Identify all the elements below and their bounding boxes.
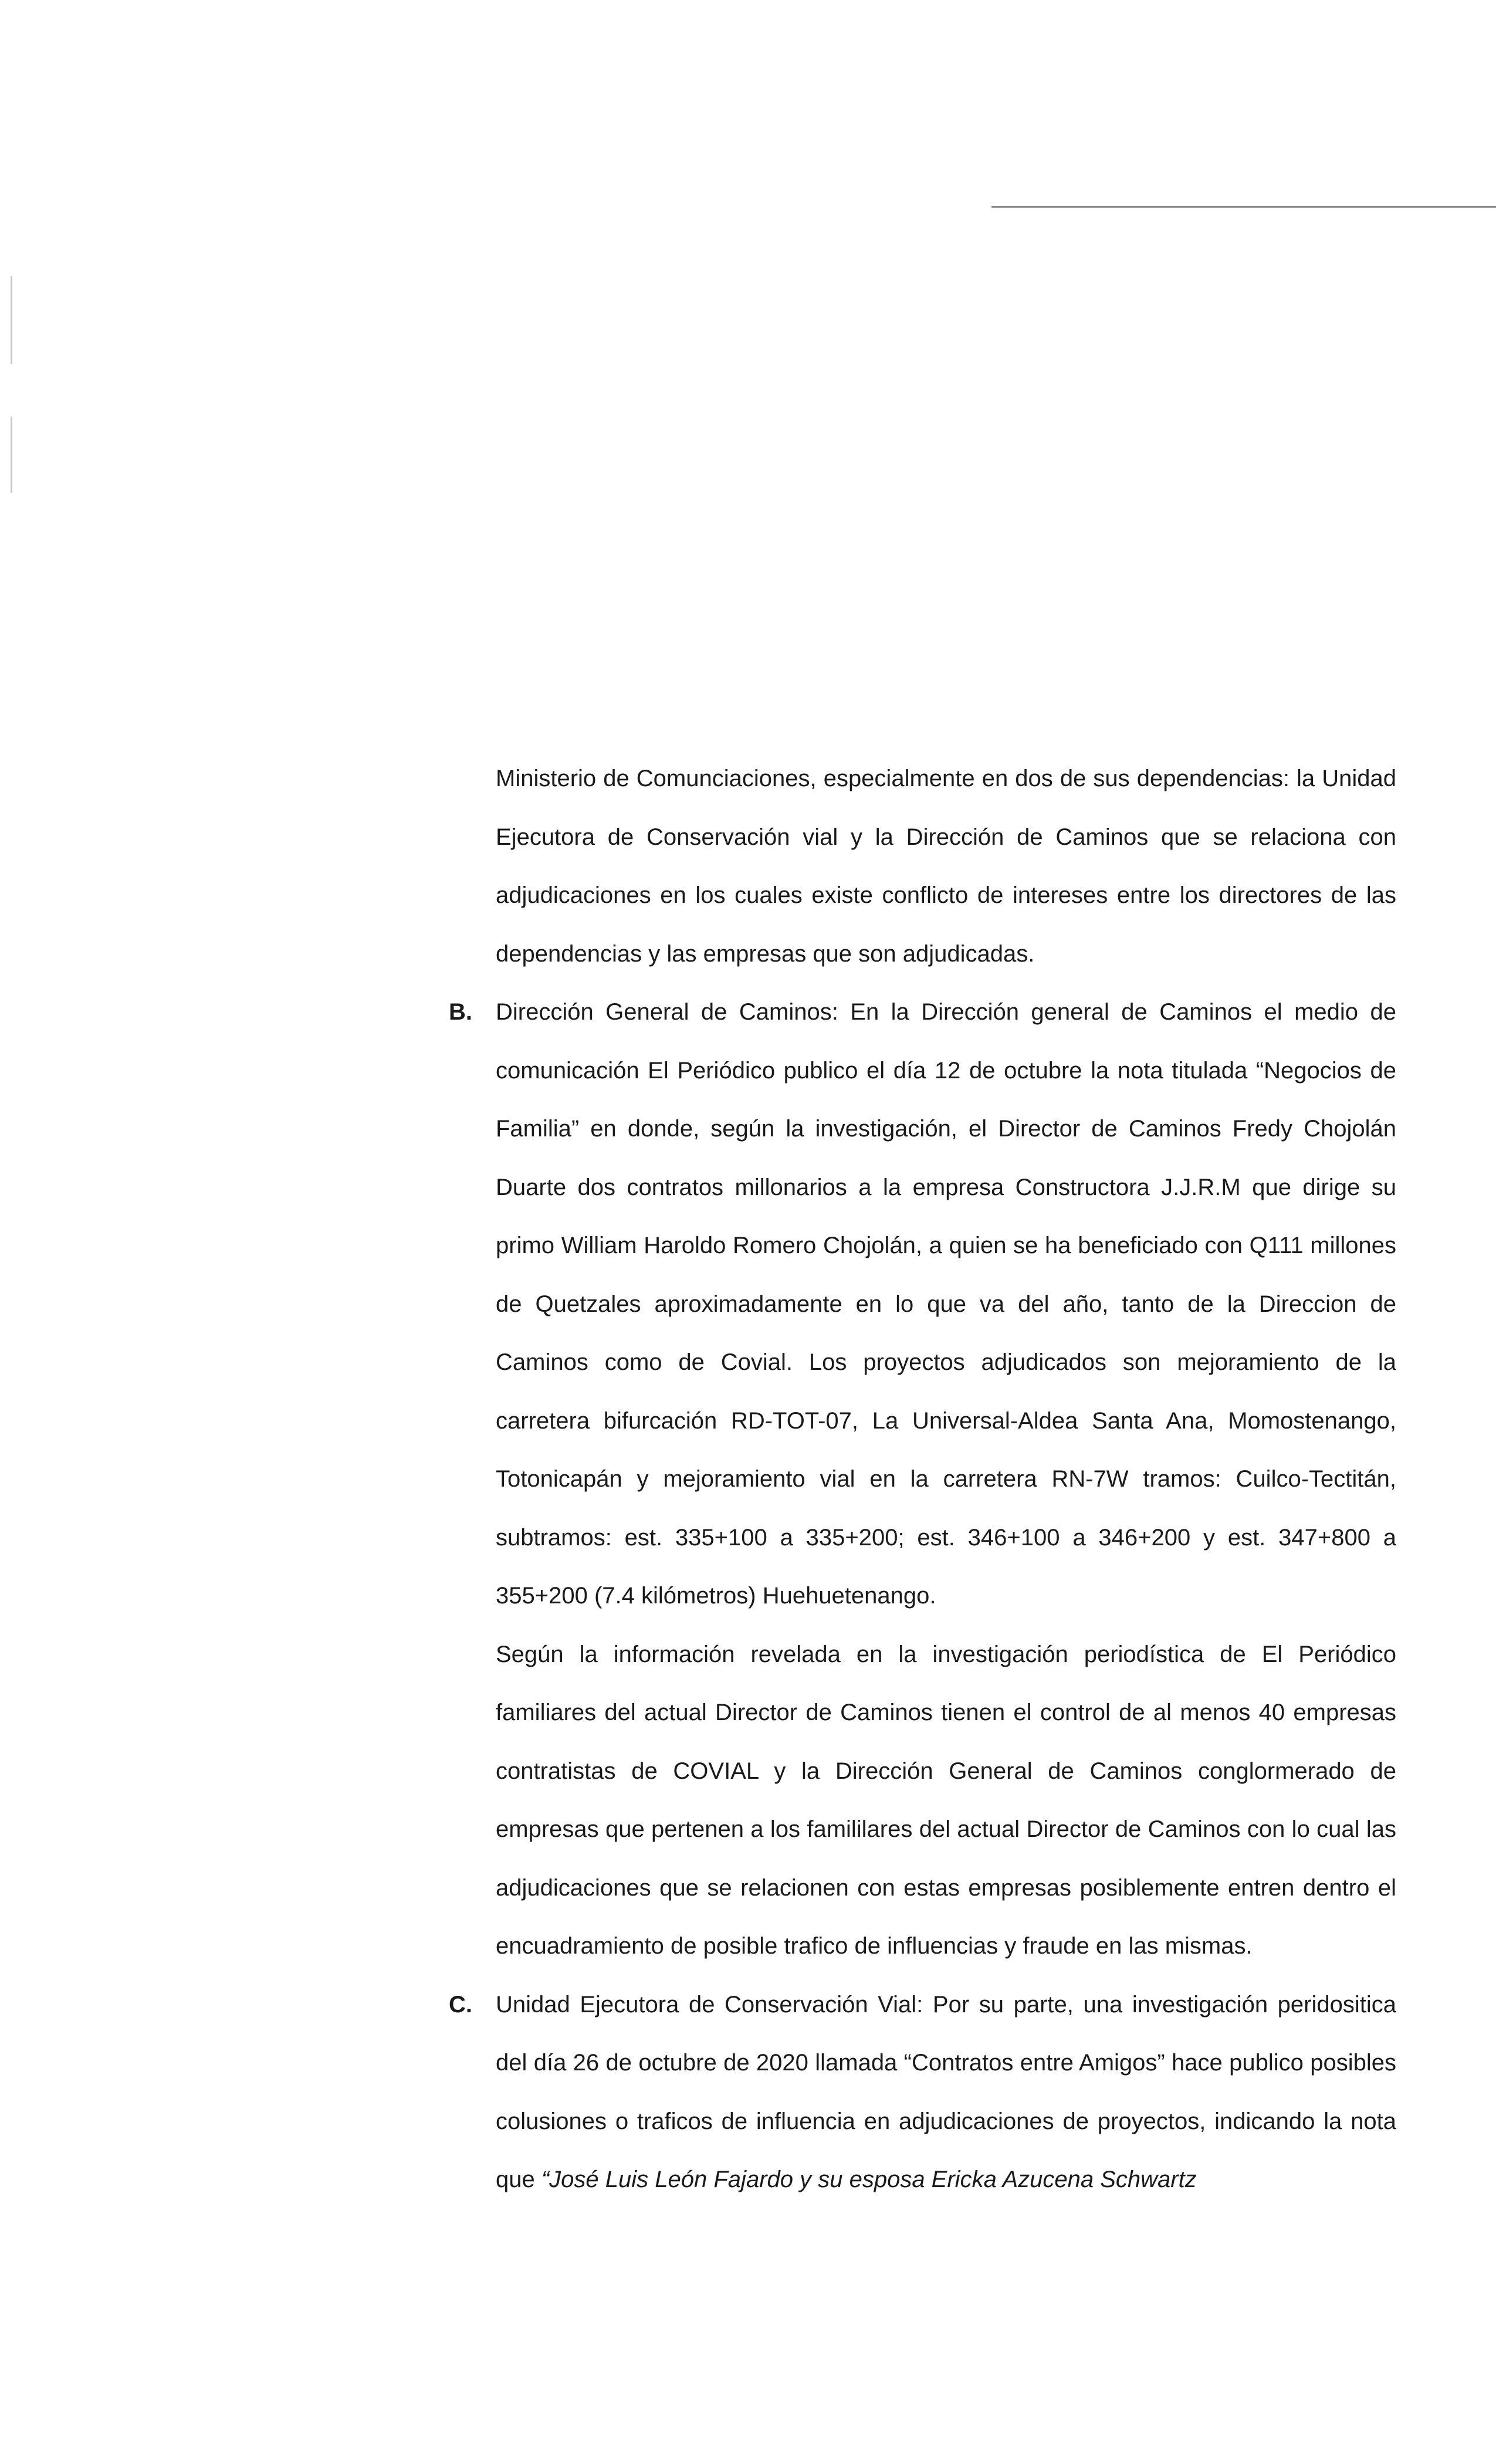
section-b-marker: B. [449,999,472,1025]
scan-artifact-speck [11,276,12,364]
section-c-marker: C. [449,1991,472,2018]
intro-paragraph: Ministerio de Comunciaciones, especialmente en dos de sus dependencias: la Unidad Ejecutora de Conservación vial y la Dirección de Caminos que se relaciona con adjudicaciones en los cuales existe conflicto de intereses entre los directores de las dependencias y las empresas que son adjudicadas. [496,766,1396,967]
scan-artifact-speck [11,417,12,493]
section-c [449,1976,1396,2209]
section-c-paragraph [496,1976,1396,2209]
scan-artifact-line [991,206,1496,208]
section-b-followup-paragraph: Según la información revelada en la investigación periodística de El Periódico familiares del actual Director de Caminos tienen el control de al menos 40 empresas contratistas de COVIAL y la Dirección General de Caminos conglormerado de empresas que pertenen a los famililares del actual Director de Caminos con lo cual las adjudicaciones que se relacionen con estas empresas posiblemente entren dentro el encuadramiento de posible trafico de influencias y fraude en las mismas. [496,1641,1396,1959]
document-body [449,750,1396,2209]
section-b [449,983,1396,1626]
section-b-text: Dirección General de Caminos: En la Dirección general de Caminos el medio de comunicación El Periódico publico el día 12 de octubre la nota titulada “Negocios de Familia” en donde, según la investigación, el Director de Caminos Fredy Chojolán Duarte dos contratos millonarios a la empresa Constructora J.J.R.M que dirige su primo William Haroldo Romero Chojolán, a quien se ha beneficiado con Q111 millones de Quetzales aproximadamente en lo que va del año, tanto de la Direccion de Caminos como de Covial. Los proyectos adjudicados son mejoramiento de la carretera bifurcación RD-TOT-07, La Universal-Aldea Santa Ana, Momostenango, Totonicapán y mejoramiento vial en la carretera RN-7W tramos: Cuilco-Tectitán, subtramos: est. 335+100 a 335+200; est. 346+100 a 346+200 y est. 347+800 a 355+200 (7.4 kilómetros) Huehuetenango. [496,999,1396,1609]
section-c-text: Unidad Ejecutora de Conservación Vial: Por su parte, una investigación peridositica del día 26 de octubre de 2020 llamada “Contratos entre Amigos” hace publico posibles colusiones o traficos de influencia en adjudicaciones de proyectos, indicando la nota que [496,1991,1396,2192]
section-c-quote: “José Luis León Fajardo y su esposa Ericka Azucena Schwartz [541,2167,1197,2192]
